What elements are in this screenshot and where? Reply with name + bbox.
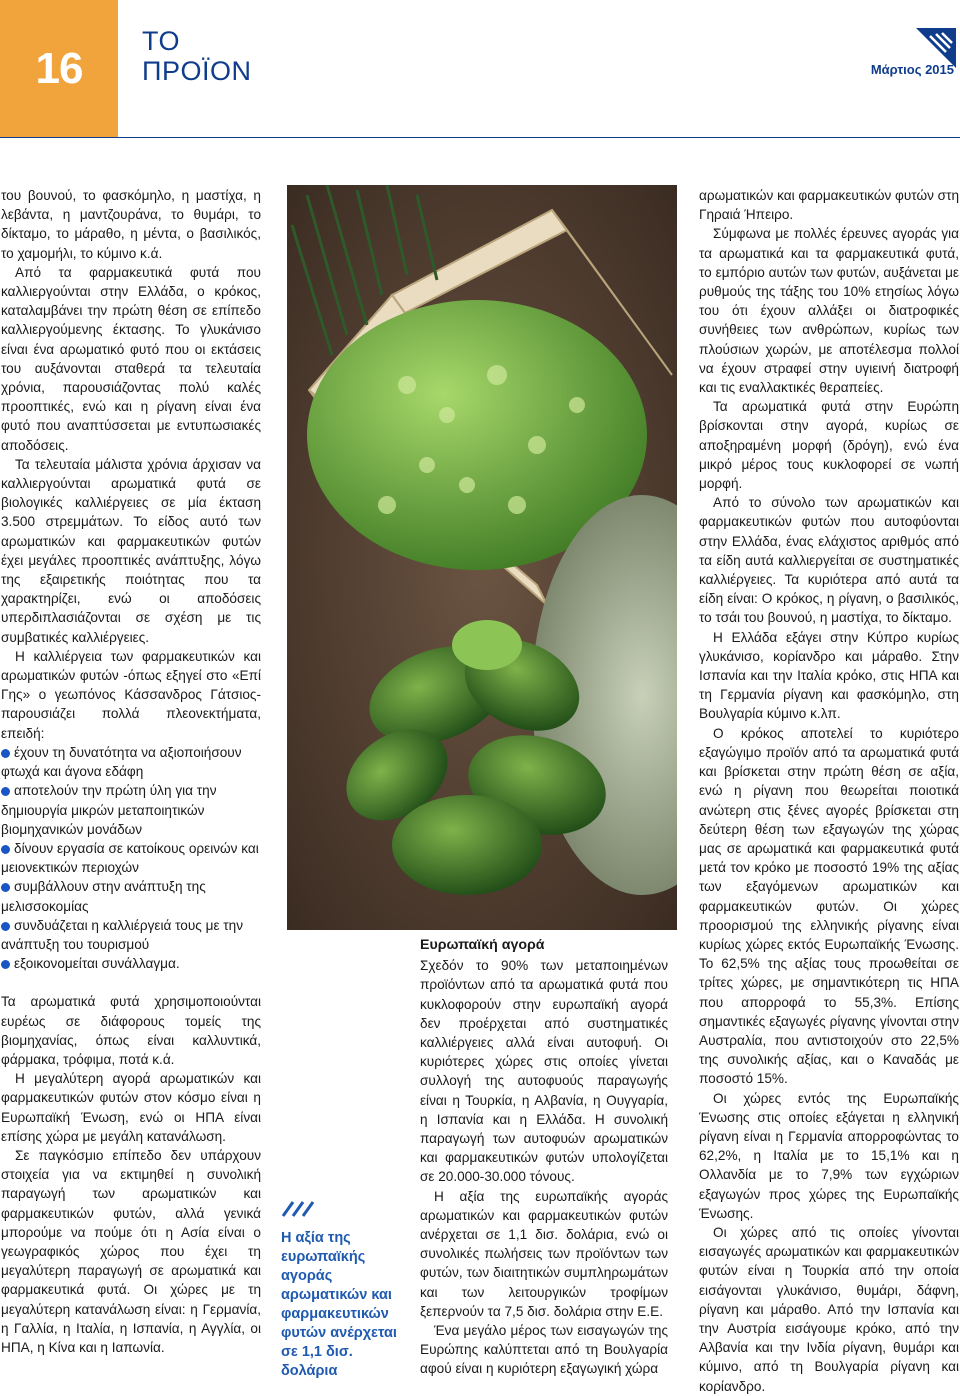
paragraph: αρωματικών και φαρμακευτικών φυτών στη Γηραιά Ήπειρο. xyxy=(699,188,959,223)
paragraph: Σε παγκόσμιο επίπεδο δεν υπάρχουν στοιχεία για να εκτιμηθεί η συνολική παραγωγή των αρωματικών και φαρμακευτικών φυτών, αλλά γενικά μπορούμε να πούμε ότι η Ασία είναι ο γεωγραφικός χώρος που έχει τη μεγαλύτερη παραγωγή σε αρωματικά και φαρμακευτικά φυτά. Οι χώρες με τη μεγαλύτερη κατανάλωση είναι: η Γερμανία, η Γαλλία, η Ιταλία, η Ισπανία, η Αγγλία, οι ΗΠΑ, η Κίνα και η Ιαπωνία. xyxy=(1,1147,261,1355)
paragraph: Τα τελευταία μάλιστα χρόνια άρχισαν να καλλιεργούνται αρωματικά φυτά σε βιολογικές καλλιέργειες σε μία έκταση 3.500 στρεμμάτων. Το είδος αυτό των αρωματικών και φαρμακευτικών φυτών έχει μεγάλες προοπτικές ανάπτυξης, λόγω της εξαιρετικής ποιότητας που τα χαρακτηρίζει, ενώ οι αποδόσεις υπερδιπλασιάζονται σε σχέση με τις συμβατικές καλλιέργειες. xyxy=(1,456,261,645)
paragraph: Από τα φαρμακευτικά φυτά που καλλιεργούνται στην Ελλάδα, ο κρόκος, καταλαμβάνει την πρώτη θέση σε επίπεδο καλλιεργούμενης έκτασης. Το γλυκάνισο είναι ένα αρωματικό φυτό που οι εκτάσεις του αυξάνονται σταθερά τα τελευταία χρόνια, παρουσιάζοντας πολύ καλές προοπτικές, ενώ και η ρίγανη είναι ένα φυτό που αναπτύσσεται με εντυπωσιακές αποδόσεις. xyxy=(1,264,261,453)
section-title-line1: ΤΟ xyxy=(142,26,181,56)
issue-date: Μάρτιος 2015 xyxy=(870,62,954,77)
herbs-photo xyxy=(287,185,677,930)
list-item: δίνουν εργασία σε κατοίκους ορεινών και μειονεκτικών περιοχών xyxy=(1,840,259,876)
article-column-1 xyxy=(1,186,261,1357)
bullet-icon xyxy=(1,883,10,892)
bullet-icon xyxy=(1,749,10,758)
list-item: έχουν τη δυνατότητα να αξιοποιήσουν φτωχά και άγονα εδάφη xyxy=(1,744,242,780)
paragraph: του βουνού, το φασκόμηλο, η μαστίχα, η λεβάντα, η μαντζουράνα, το θυμάρι, το δίκταμο, το μάραθο, η μέντα, ο βασιλικός, το χαμομήλι, το κύμινο κ.ά. xyxy=(1,188,261,261)
paragraph: Οι χώρες από τις οποίες γίνονται εισαγωγές αρωματικών και φαρμακευτικών φυτών είναι η Τουρκία από την οποία εισάγονται γλυκάνισο, θυμάρι, δάφνη, ρίγανη και μάραθο. Από την Ισπανία και την Αυστρία εισάγουμε κρόκο, από την Αλβανία και την Ινδία ρίγανη, θυμάρι και κύμινο, από τη Βουλγαρία ρίγανη και κορίανδρο. xyxy=(699,1224,959,1394)
list-item: εξοικονομείται συνάλλαγμα. xyxy=(1,954,261,973)
paragraph: Η καλλιέργεια των φαρμακευτικών και αρωματικών φυτών -όπως εξηγεί στο «Επί Γης» ο γεωπόνος Κάσσανδρος Γάτσιος- παρουσιάζει πολλά πλεονεκτήματα, επειδή: xyxy=(1,648,261,741)
paragraph: Ένα μεγάλο μέρος των εισαγωγών της Ευρώπης καλύπτεται από τη Βουλγαρία αφού είναι η κυριότερη εξαγωγική χώρα xyxy=(420,1323,668,1377)
paragraph: Η μεγαλύτερη αγορά αρωματικών και φαρμακευτικών φυτών στον κόσμο είναι η Ευρωπαϊκή Ένωση, ενώ οι ΗΠΑ είναι επίσης χώρα με μεγάλη κατανάλωση. xyxy=(1,1071,261,1144)
paragraph: Οι χώρες εντός της Ευρωπαϊκής Ένωσης στις οποίες εξάγεται η ελληνική ρίγανη είναι η Γερμανία απορροφώντας το 62,2%, η Ιταλία με το 15,1% και η Ολλανδία με το 7,9% των εγχώριων εξαγωγών προς χώρες της Ευρωπαϊκής Ένωσης. xyxy=(699,1090,959,1221)
paragraph: Ο κρόκος αποτελεί το κυριότερο εξαγώγιμο προϊόν από τα αρωματικά φυτά και βρίσκεται στην πρώτη θέση σε αξία, ενώ η ρίγανη που θεωρείται ποιοτικά ανώτερη στις ξένες αγορές βρίσκεται στη δεύτερη θέση των εξαγωγών της χώρας μας σε αρωματικά και φαρμακευτικά φυτά μετά τον κρόκο με ποσοστό 19% της αξίας των εξαγόμενων αρωματικών και φαρμακευτικών φυτών. Οι χώρες προορισμού της ελληνικής ρίγανης είναι κυρίως χώρες εκτός Ευρωπαϊκής Ένωσης. Το 62,5% της αξίας τους προωθείται σε τρίτες χώρες, με σημαντικότερη τις ΗΠΑ που απορροφά το 55,3%. Επίσης σημαντικές εξαγωγές ρίγανης γίνονται στην Αυστραλία, που αντιστοιχούν στο 22,5% της συνολικής αξίας, και ο Καναδάς με ποσοστό 15%. xyxy=(699,725,959,1087)
subheading: Ευρωπαϊκή αγορά xyxy=(420,937,545,953)
paragraph: Τα αρωματικά φυτά χρησιμοποιούνται ευρέως σε διάφορους τομείς της βιομηχανίας, όπως είναι καλλυντικά, φάρμακα, τρόφιμα, ποτά κ.ά. xyxy=(1,994,261,1067)
bullet-icon xyxy=(1,960,10,969)
paragraph: Η αξία της ευρωπαϊκής αγοράς αρωματικών και φαρμακευτικών φυτών ανέρχεται σε 1,1 δισ. δολάρια, ενώ οι συνολικές πωλήσεις των προϊόντων των φυτών, των διαιτητικών συμπληρωμάτων και των λειτουργικών τροφίμων ξεπερνούν τα 7,5 δισ. δολάρια στην Ε.Ε. xyxy=(420,1188,668,1319)
paragraph: Τα αρωματικά φυτά στην Ευρώπη βρίσκονται στην αγορά, κυρίως σε αποξηραμένη μορφή (δρόγη), ενώ ένα μικρό μέρος τους κυκλοφορεί σε νωπή μορφή. xyxy=(699,399,959,492)
paragraph: Σχεδόν το 90% των μεταποιημένων προϊόντων από τα αρωματικά φυτά που κυκλοφορούν στην ευρωπαϊκή αγορά δεν προέρχεται από συστηματικές καλλιέργειες αλλά είναι αυτοφυή. Οι κυριότερες χώρες στις οποίες γίνεται συλλογή της αυτοφυούς παραγωγής είναι η Τουρκία, η Αλβανία, η Ουγγαρία, η Ισπανία και η Ελλάδα. Η συνολική παραγωγή των αυτοφυών αρωματικών και φαρμακευτικών φυτών υπολογίζεται σε 20.000-30.000 τόνους. xyxy=(420,958,668,1185)
header-divider xyxy=(0,137,960,138)
paragraph: Η Ελλάδα εξάγει στην Κύπρο κυρίως γλυκάνισο, κορίανδρο και μάραθο. Στην Ισπανία και την Ιταλία κρόκο, στις ΗΠΑ και τη Γερμανία ρίγανη και φασκόμηλο, στη Βουλγαρία κύμινο κ.λπ. xyxy=(699,629,959,722)
article-column-2 xyxy=(420,936,668,1379)
section-title xyxy=(142,26,252,86)
bullet-icon xyxy=(1,845,10,854)
article-column-3 xyxy=(699,186,959,1396)
paragraph: Από το σύνολο των αρωματικών και φαρμακευτικών φυτών που αυτοφύονται στην Ελλάδα, ένας ελάχιστος αριθμός από τα είδη αυτά καλλιεργείται σε συστηματικές καλλιέργειες. Τα κυριότερα από αυτά τα είδη είναι: Ο κρόκος, η ρίγανη, ο βασιλικός, το τσάι του βουνού, η μαστίχα, το δίκταμο. xyxy=(699,495,959,626)
paragraph: Σύμφωνα με πολλές έρευνες αγοράς για τα αρωματικά και τα φαρμακευτικά φυτά, το εμπόριο αυτών των φυτών, αυξάνεται με ρυθμούς της τάξης του 10% ετησίως λόγω του ότι έχουν αλλάξει οι διατροφικές συνήθειες των ανθρώπων, κυρίως των πλούσιων χωρών, με αποτέλεσμα πολλοί να έχουν στραφεί στην υγιεινή διατροφή και τις εναλλακτικές θεραπείες. xyxy=(699,226,959,396)
list-item: αποτελούν την πρώτη ύλη για την δημιουργία μικρών μεταποιητικών βιομηχανικών μονάδων xyxy=(1,783,217,837)
page-number: 16 xyxy=(0,0,118,137)
bullet-icon xyxy=(1,922,10,931)
list-item: συνδυάζεται η καλλιέργειά τους με την ανάπτυξη του τουρισμού xyxy=(1,917,244,952)
bullet-icon xyxy=(1,787,10,796)
advantages-list xyxy=(1,743,261,973)
pull-quote xyxy=(281,1200,406,1381)
list-item: συμβάλλουν στην ανάπτυξη της μελισσοκομίας xyxy=(1,879,206,914)
slashes-icon xyxy=(281,1200,315,1218)
section-title-line2: ΠΡΟΪΟΝ xyxy=(142,56,252,86)
pull-quote-text: Η αξία της ευρωπαϊκής αγοράς αρωματικών και φαρμακευτικών φυτών ανέρχεται σε 1,1 δισ. δολάρια xyxy=(281,1230,397,1379)
